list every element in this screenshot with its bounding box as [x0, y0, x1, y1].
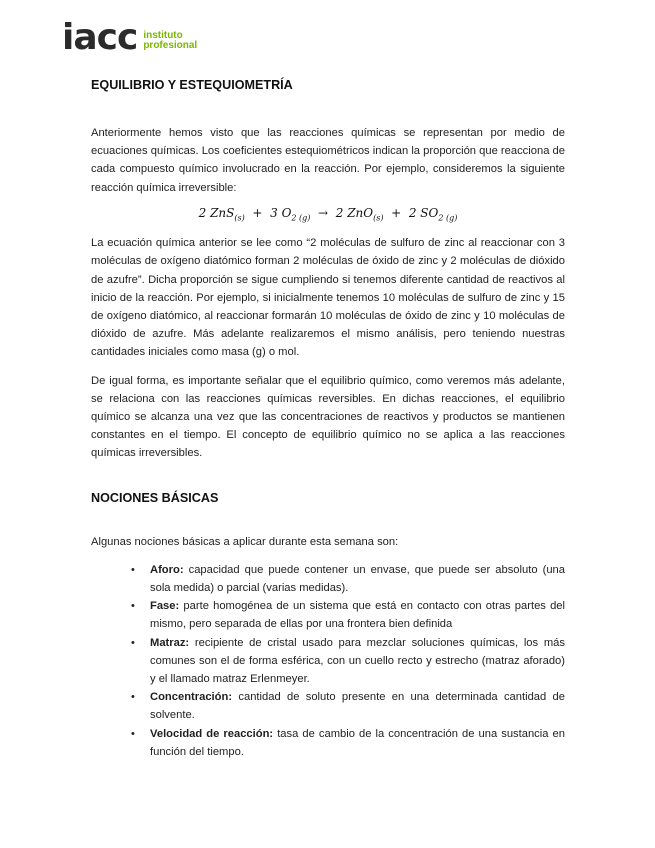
equilibrium-paragraph: De igual forma, es importante señalar que el equilibrio químico, como veremos más adelante, se relaciona con las reacciones químicas reversibles. En dichas reacciones, el equilibrio químico se alcanza una vez que las concentraciones de reactivos y productos se mantienen constantes en el tiempo. El concepto de equilibrio químico no se aplica a las reacciones químicas irreversibles. — [91, 374, 565, 460]
chemical-equation: 2 ZnS$_{(s)}$ + 3 $O_{2 (g)} \to 2$ ZnO$_{(s)}$ + 2 $SO_{2 (g)}$ — [198, 205, 458, 223]
section-title-equilibrio: EQUILIBRIO Y ESTEQUIOMETRÍA — [91, 78, 293, 92]
logo-tagline-line2: profesional — [143, 40, 198, 51]
bullet-icon: • — [131, 727, 135, 740]
section-title-nociones: NOCIONES BÁSICAS — [91, 490, 219, 505]
list-item: • Matraz: recipiente de cristal usado para mezclar soluciones químicas, los más comunes son el de forma esférica, con un cuello recto y estrecho (matraz aforado) y el llamado matraz Erlenmeyer. — [91, 634, 565, 689]
logo-wordmark: iacc — [62, 17, 138, 58]
list-item: • Aforo: capacidad que puede contener un envase, que puede ser absoluto (una sola medida) o parcial (varias medidas). — [91, 561, 565, 597]
list-item: • Velocidad de reacción: tasa de cambio de la concentración de una sustancia en función del tiempo. — [91, 725, 565, 761]
iacc-logo — [62, 17, 198, 58]
list-item: • Fase: parte homogénea de un sistema que está en contacto con otras partes del mismo, pero separada de ellas por una frontera bien definida — [91, 597, 565, 633]
intro-paragraph: Anteriormente hemos visto que las reacciones químicas se representan por medio de ecuaciones químicas. Los coeficientes estequiométricos indican la proporción que reacciona de cada compuesto químico involucrado en la reacción. Por ejemplo, consideremos la siguiente reacción química irreversible: — [91, 127, 565, 194]
bullet-icon: • — [131, 563, 135, 576]
bullet-icon: • — [131, 600, 135, 613]
bullet-icon: • — [131, 636, 135, 649]
equation-explanation-paragraph: La ecuación química anterior se lee como “2 moléculas de sulfuro de zinc al reaccionar con 3 moléculas de oxígeno diatómico forman 2 moléculas de óxido de zinc y 2 moléculas de dióxido de azufre”. Dicha proporción se sigue cumpliendo si tenemos diferente cantidad de reactivos al inicio de la reacción. Por ejemplo, si inicialmente tenemos 10 moléculas de sulfuro de zinc y 15 de oxígeno diatómico, al reaccionar formarán 10 moléculas de óxido de zinc y 10 moléculas de dióxido de azufre. Más adelante realizaremos el mismo análisis, pero teniendo nuestras cantidades iniciales como masa (g) o mol. — [91, 237, 565, 359]
list-item: • Concentración: cantidad de soluto presente en una determinada cantidad de solvente. — [91, 688, 565, 724]
logo-tagline — [143, 31, 197, 51]
document-body — [91, 76, 565, 761]
nociones-list — [91, 561, 565, 761]
nociones-intro: Algunas nociones básicas a aplicar durante esta semana son: — [91, 535, 399, 548]
logo-tagline-line1: instituto — [143, 30, 183, 41]
bullet-icon: • — [131, 691, 135, 704]
